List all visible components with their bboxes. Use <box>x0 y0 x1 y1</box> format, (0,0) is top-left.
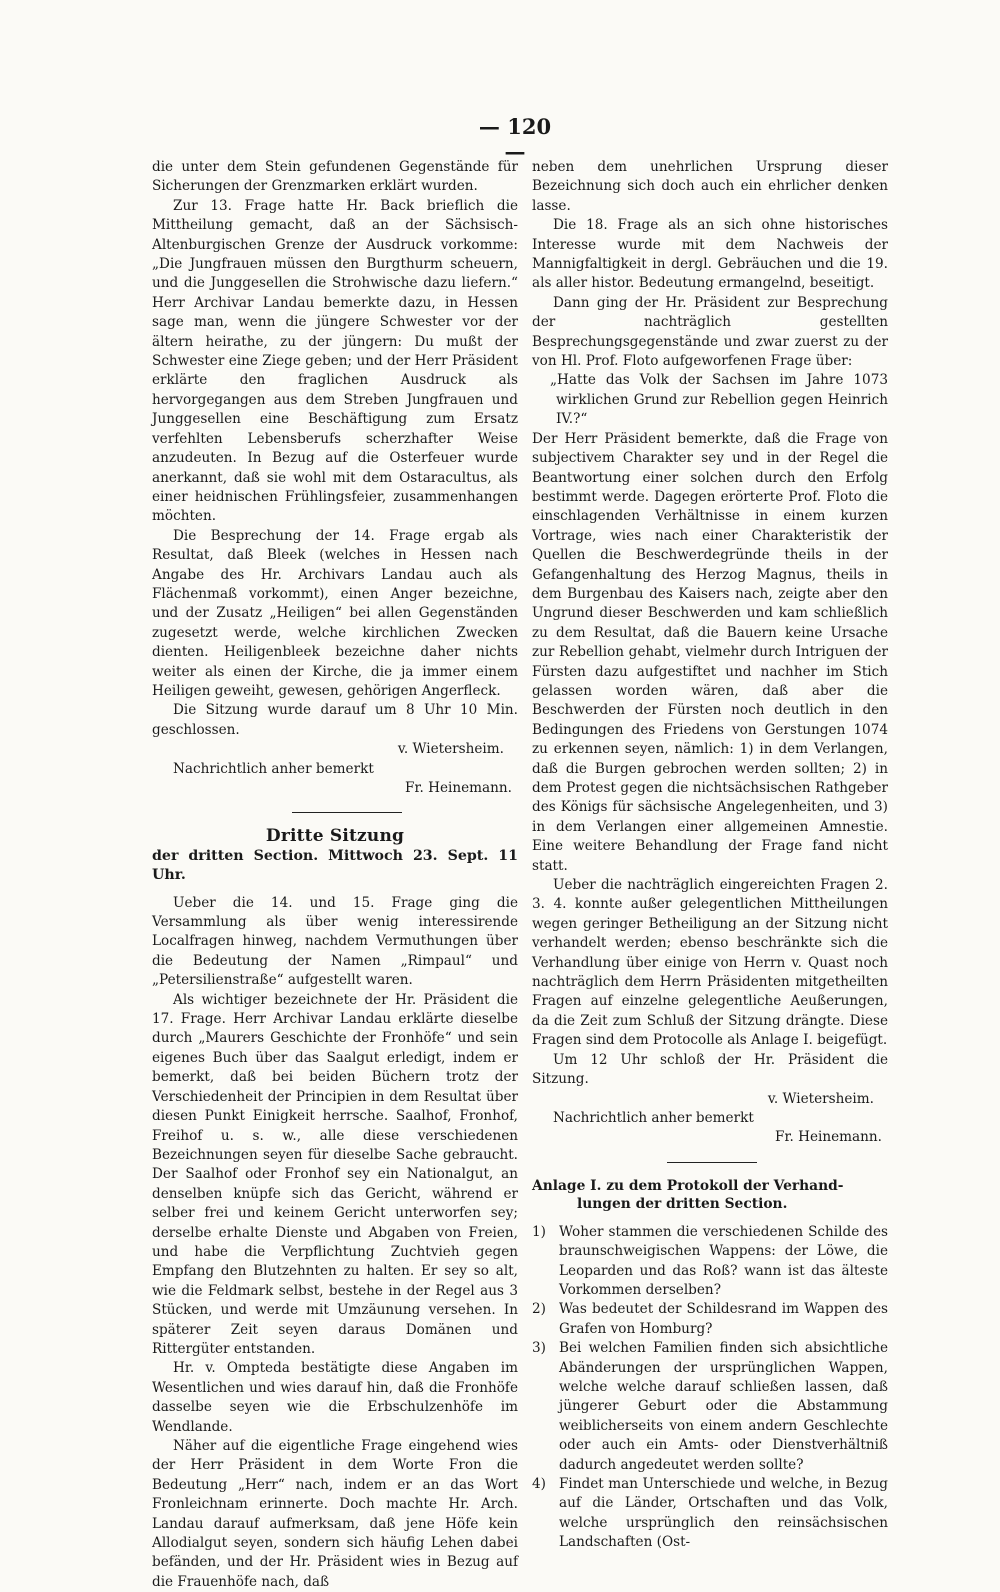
annex-heading-line2: lungen der dritten Section. <box>577 1195 788 1212</box>
signature-heinemann: Fr. Heinemann. <box>405 780 512 796</box>
signature-wietersheim: v. Wietersheim. <box>767 1090 874 1107</box>
paragraph: Als wichtiger bezeichnete der Hr. Präsident die 17. Frage. Herr Archivar Landau erklärte dieselbe durch „Maurers Geschichte der Fronhöfe“ und sein eigenes Buch über das Saalgut erledigt, indem er bemerkt, daß bei beiden Büchern trotz der Verschiedenheit der Principien in dem Resultat über diesen Punkt Einigkeit herrsche. Saalhof, Fronhof, Freihof u. s. w., alle diese verschiedenen Bezeichnungen seyen für dieselbe Sache gebraucht. Der Saalhof oder Fronhof sey ein Nationalgut, an denselben knüpfe sich das Gericht, während er selber frei und keinem Gericht unterworfen sey; derselbe erhalte Dienste und Abgaben von Freien, und habe die Verpflichtung Zuchtvieh gegen Empfang den Blutzehnten zu halten. Er sey so alt, wie die Feldmark selbst, bestehe in der Regel aus 3 Stücken, und werde mit Umzäunung versehen. In späterer Zeit seyen daraus Domänen und Rittergüter entstanden. <box>152 991 518 1357</box>
annex-heading <box>532 1177 888 1213</box>
paragraph: Die Besprechung der 14. Frage ergab als Resultat, daß Bleek (welches in Hessen nach Angabe des Hr. Archivars Landau auch als Flächenmaß vorkommt), einen Anger bezeichne, und der Zusatz „Heiligen“ bei allen Gegenständen zugesetzt werde, welche kirchlichen Zwecken dienten. Heiligenbleek bezeichne daher nichts weiter als einen der Kirche, die ja immer einem Heiligen geweiht, gewesen, gehörigen Angerfleck. <box>152 527 518 699</box>
signature-heinemann: Fr. Heinemann. <box>775 1129 882 1146</box>
note-nachrichtlich: Nachrichtlich anher bemerkt <box>553 1109 754 1126</box>
section-subheading: der dritten Section. Mittwoch 23. Sept. 11 Uhr. <box>152 847 518 884</box>
item-number: 4) <box>532 1476 546 1492</box>
left-column <box>152 158 518 1592</box>
paragraph: Hr. v. Ompteda bestätigte diese Angaben im Wesentlichen und wies darauf hin, daß die Fronhöfe dasselbe seyen wie die Erbschulzenhöfe im Wendlande. <box>152 1360 518 1435</box>
paragraph: die unter dem Stein gefundenen Gegenstände für Sicherungen der Grenzmarken erklärt wurden. <box>152 159 518 195</box>
signature-wietersheim: v. Wietersheim. <box>397 741 504 758</box>
paragraph: Näher auf die eigentliche Frage eingehend wies der Herr Präsident in dem Worte Fron die Bedeutung „Herr“ nach, indem er an das Wort Fronleichnam erinnerte. Doch machte Hr. Arch. Landau darauf aufmerksam, daß jene Höfe kein Allodialgut seyen, sondern sich häufig Lehen dabei befänden, und der Hr. Präsident wies in Bezug auf die Frauenhöfe nach, daß <box>152 1438 518 1590</box>
list-item <box>532 1475 888 1553</box>
item-text: Bei welchen Familien finden sich absichtliche Abänderungen der ursprünglichen Wappen, welche welche darauf schließen lassen, daß jüngerer Geburt oder die Abstammung weiblicherseits von einem andern Geschlechte oder auch ein Amts- oder Dienstverhältniß dadurch angedeutet werden sollte? <box>559 1340 888 1473</box>
section-divider <box>667 1162 757 1163</box>
paragraph: Zur 13. Frage hatte Hr. Back brieflich die Mittheilung gemacht, daß an der Sächsisch-Altenburgischen Grenze der Ausdruck vorkomme: „Die Jungfrauen müssen den Burgthurm scheuern, und die Junggesellen die Strohwische dazu liefern.“ Herr Archivar Landau bemerkte dazu, in Hessen sage man, wenn die jüngere Schwester vor der ältern heirathe, zu der jüngern: Du mußt der Schwester eine Ziege geben; und der Herr Präsident erklärte den fraglichen Ausdruck als hervorgegangen aus dem Streben Jungfrauen und Junggesellen eine Beschäftigung zum Ersatz verfehlten Lebensberufs scherzhafter Weise anzudeuten. In Bezug auf die Osterfeuer wurde anerkannt, daß sie wohl mit dem Ostaracultus, als einer heidnischen Frühlingsfeier, zusammenhangen möchten. <box>152 197 518 525</box>
annex-heading-line1: Anlage I. zu dem Protokoll der Verhand- <box>532 1177 844 1194</box>
section-divider <box>292 812 402 813</box>
paragraph: Ueber die nachträglich eingereichten Fragen 2. 3. 4. konnte außer gelegentlichen Mittheilungen wegen geringer Betheiligung an der Sitzung nicht verhandelt werden; ebenso beschränkte sich die Verhandlung über einige von Herrn v. Quast noch nachträglich dem Herrn Präsidenten mitgetheilten Fragen auf einzelne gelegentliche Aeußerungen, da die Zeit zum Schluß der Sitzung drängte. Diese Fragen sind dem Protocolle als Anlage I. beigefügt. <box>532 877 888 1049</box>
list-item <box>532 1223 888 1301</box>
item-text: Was bedeutet der Schildesrand im Wappen des Grafen von Homburg? <box>559 1301 888 1337</box>
paragraph: Ueber die 14. und 15. Frage ging die Versammlung als über wenig interessirende Localfragen hinweg, nachdem Vermuthungen über die Bedeutung der Namen „Rimpaul“ und „Petersilienstraße“ aufgestellt waren. <box>152 894 518 989</box>
list-item <box>532 1300 888 1339</box>
paragraph: Dann ging der Hr. Präsident zur Besprechung der nachträglich gestellten Besprechungsgegenstände und zwar zuerst zu der von Hl. Prof. Floto aufgeworfenen Frage über: <box>532 294 888 370</box>
question-list <box>532 1223 888 1553</box>
paragraph: Die 18. Frage als an sich ohne historisches Interesse wurde mit dem Nachweis der Mannigfaltigkeit in dergl. Gebräuchen und die 19. als aller histor. Bedeutung ermangelnd, beseitigt. <box>532 217 888 292</box>
right-column <box>532 158 888 1553</box>
list-item <box>532 1339 888 1475</box>
item-text: Findet man Unterschiede und welche, in Bezug auf die Länder, Ortschaften und das Volk, welche ursprünglich den reinsächsischen Landschaften (Ost- <box>559 1476 888 1551</box>
note-nachrichtlich: Nachrichtlich anher bemerkt <box>173 760 374 777</box>
paragraph: neben dem unehrlichen Ursprung dieser Bezeichnung sich doch auch ein ehrlicher denken lasse. <box>532 159 888 214</box>
paragraph: Der Herr Präsident bemerkte, daß die Frage von subjectivem Charakter sey und in der Regel die Beantwortung einer solchen durch den Erfolg bestimmt werde. Dagegen erörterte Prof. Floto die einschlagenden Verhältnisse in einem kurzen Vortrage, wies nach einer Charakteristik der Quellen die Beschwerdegründe theils in der Gefangenhaltung des Herzog Magnus, theils in dem Burgenbau des Kaisers nach, zeigte aber den Ungrund dieser Beschwerden und kam schließlich zu dem Resultat, daß die Bauern keine Ursache zur Rebellion gehabt, vielmehr durch Intriguen der Fürsten dazu aufgestiftet und nachher im Stich gelassen worden wären, daß aber die Beschwerden der Fürsten noch deutlich in den Bedingungen des Friedens von Gerstungen 1074 zu erkennen seyen, nämlich: 1) in dem Verlangen, daß die Burgen gebrochen werden sollten; 2) in dem Protest gegen die nichtsächsischen Rathgeber des Königs für sächsische Angelegenheiten, und 3) in dem Verlangen einer allgemeinen Amnestie. Eine weitere Behandlung der Frage fand nicht statt. <box>532 430 888 874</box>
section-heading: Dritte Sitzung <box>265 826 405 847</box>
item-number: 1) <box>532 1223 546 1240</box>
item-number: 2) <box>532 1301 546 1318</box>
paragraph: Um 12 Uhr schloß der Hr. Präsident die Sitzung. <box>532 1051 888 1088</box>
item-text: Woher stammen die verschiedenen Schilde des braunschweigischen Wappens: der Löwe, die Leoparden und das Roß? wann ist das älteste Vorkommen derselben? <box>559 1223 888 1298</box>
paragraph: Die Sitzung wurde darauf um 8 Uhr 10 Min. geschlossen. <box>152 702 518 738</box>
item-number: 3) <box>532 1340 546 1357</box>
page-number: — 120 — <box>478 114 552 164</box>
question-quote: „Hatte das Volk der Sachsen im Jahre 1073 wirklichen Grund zur Rebellion gegen Heinrich IV.?“ <box>550 372 888 428</box>
